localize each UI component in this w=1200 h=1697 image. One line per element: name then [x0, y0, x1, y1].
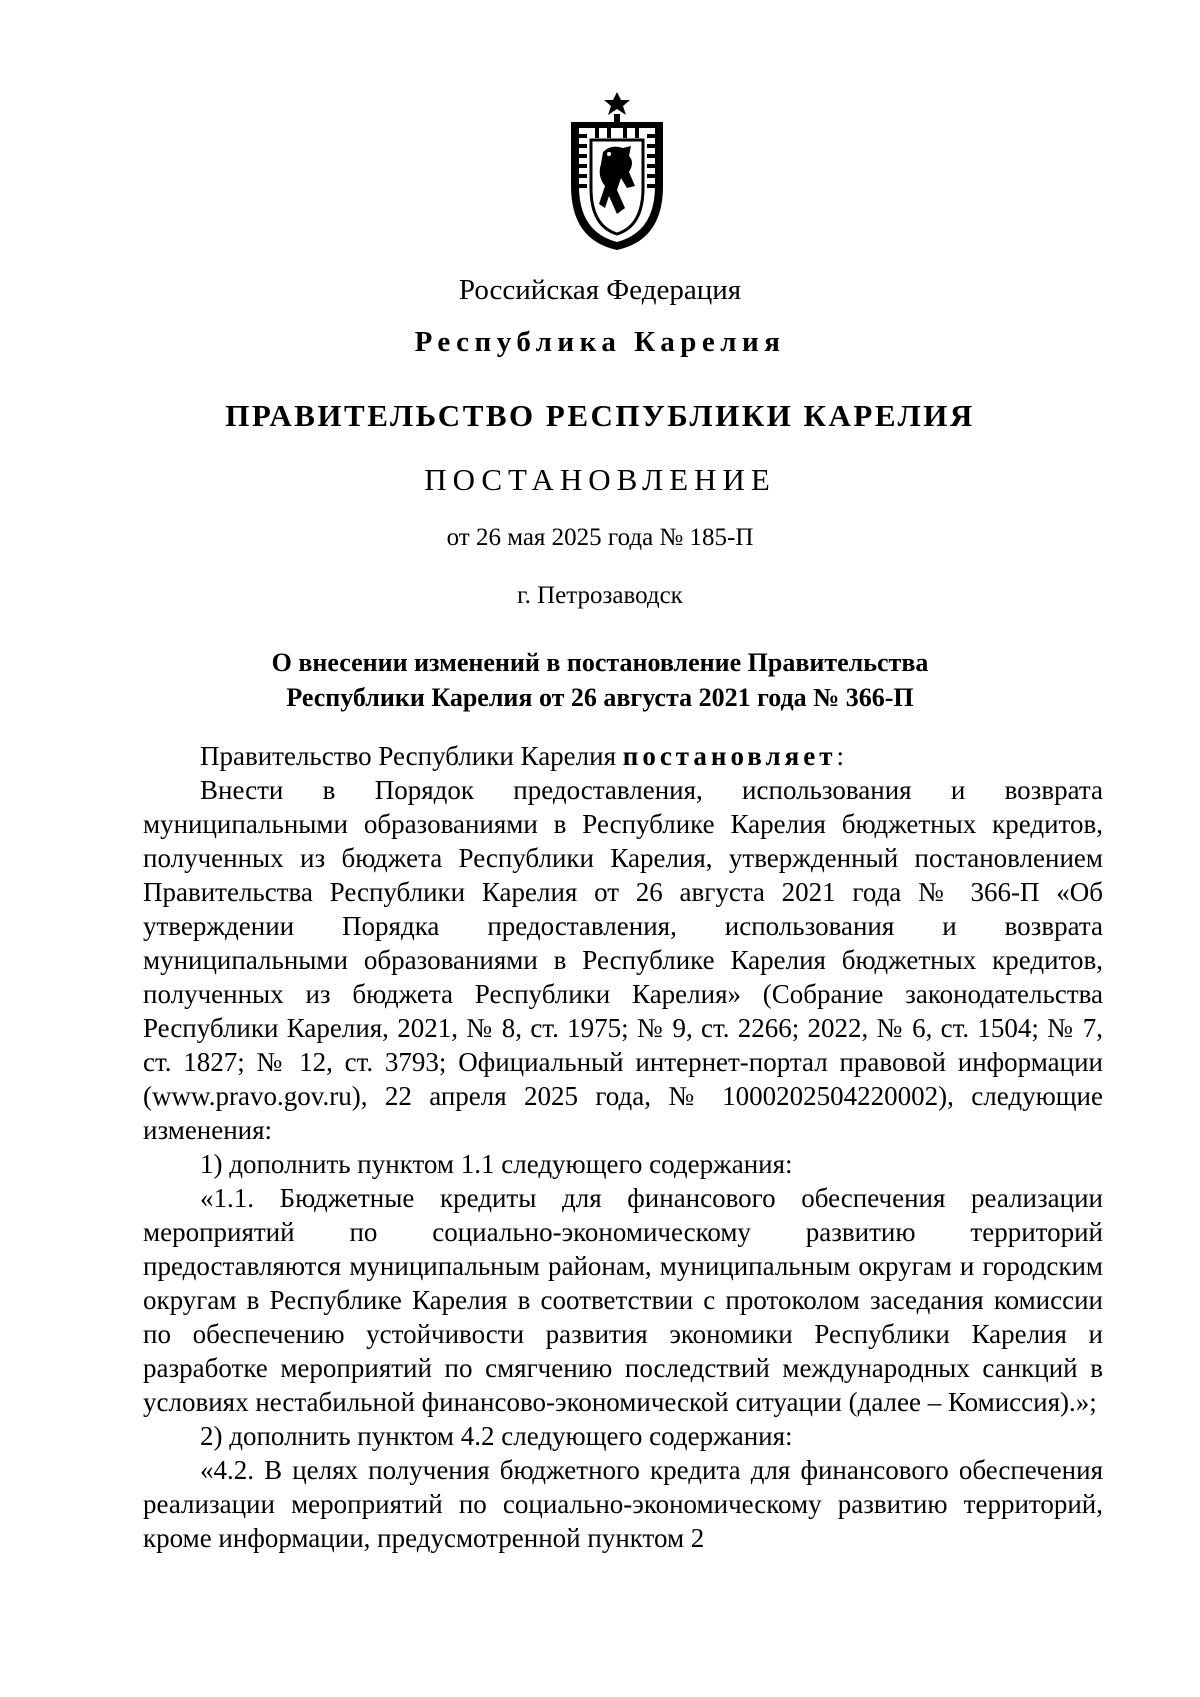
paragraph-4: 2) дополнить пунктом 4.2 следующего содержания:	[200, 1421, 793, 1451]
republic-name: Республика Карелия	[414, 326, 786, 358]
country-name: Российская Федерация	[458, 274, 742, 306]
paragraph-2: 1) дополнить пунктом 1.1 следующего содержания:	[200, 1149, 793, 1179]
paragraph-5: «4.2. В целях получения бюджетного кредита для финансового обеспечения реализации мероприятий по социально-экономическому развитию территорий, кроме информации, предусмотренной пунктом 2	[143, 1455, 1103, 1553]
paragraph-3: «1.1. Бюджетные кредиты для финансового обеспечения реализации мероприятий по социально-экономическому развитию территорий предоставляются муниципальным районам, муниципальным округам и городским округам в Республике Карелия в соответствии с протоколом заседания комиссии по обеспечению устойчивости развития экономики Республики Карелия и разработке мероприятий по смягчению последствий международных санкций в условиях нестабильной финансово-экономической ситуации (далее – Комиссия).»;	[143, 1183, 1103, 1417]
preamble-verb: постановляет	[622, 741, 837, 771]
title-line-2: Республики Карелия от 26 августа 2021 года № 366-П	[286, 683, 914, 712]
title-line-1: О внесении изменений в постановление Правительства	[271, 648, 929, 677]
document-city: г. Петрозаводск	[517, 582, 683, 609]
preamble	[143, 739, 1103, 773]
coat-of-arms-icon	[565, 90, 669, 252]
document-body	[143, 739, 1103, 1555]
document-title	[0, 645, 1200, 715]
paragraph-1: Внести в Порядок предоставления, использования и возврата муниципальными образованиями в Республике Карелия бюджетных кредитов, полученных из бюджета Республики Карелия, утвержденный постановлением Правительства Республики Карелия от 26 августа 2021 года № 366-П «Об утверждении Порядка предоставления, использования и возврата муниципальными образованиями в Республике Карелия бюджетных кредитов, полученных из бюджета Республики Карелия» (Собрание законодательства Республики Карелия, 2021, № 8, ст. 1975; № 9, ст. 2266; 2022, № 6, ст. 1504; № 7, ст. 1827; № 12, ст. 3793; Официальный интернет-портал правовой информации (www.pravo.gov.ru), 22 апреля 2025 года, № 1000202504220002), следующие изменения:	[143, 775, 1103, 1145]
document-type: ПОСТАНОВЛЕНИЕ	[424, 462, 776, 497]
document-date-number: от 26 мая 2025 года № 185-П	[446, 524, 754, 551]
government-name: ПРАВИТЕЛЬСТВО РЕСПУБЛИКИ КАРЕЛИЯ	[225, 398, 975, 433]
preamble-end: :	[836, 741, 845, 771]
preamble-start: Правительство Республики Карелия	[200, 741, 623, 771]
